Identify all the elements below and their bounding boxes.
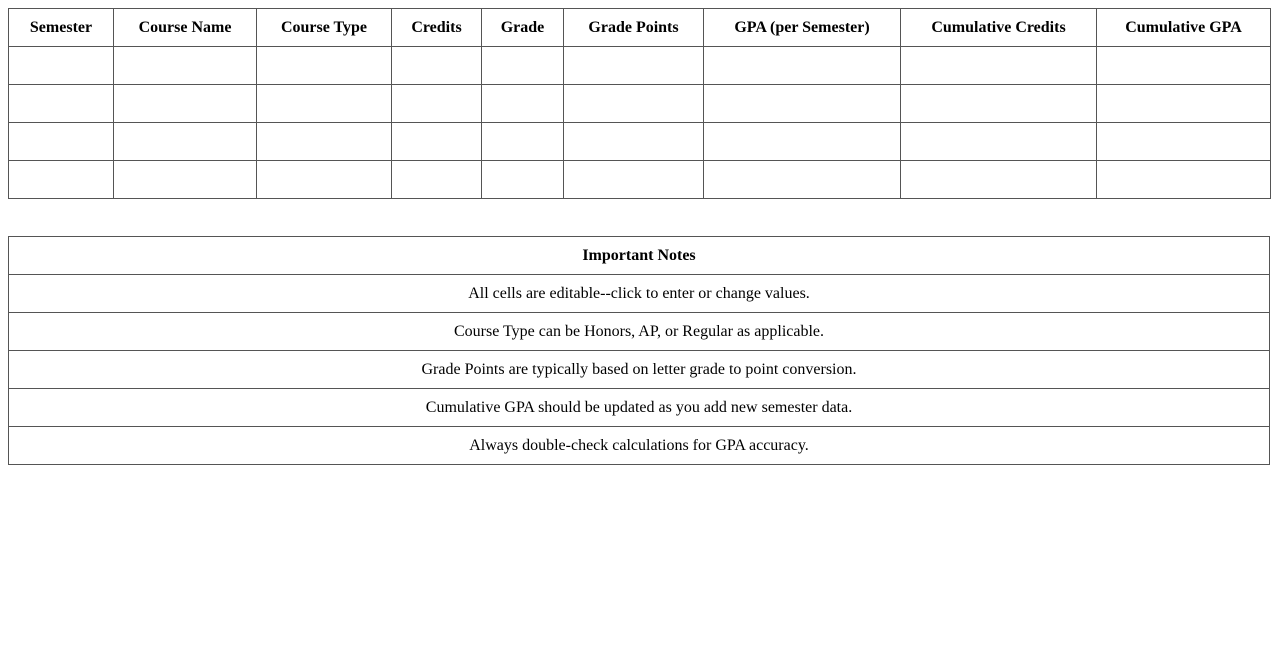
course-name-cell[interactable]	[114, 47, 257, 85]
credits-cell[interactable]	[392, 161, 482, 199]
semester-cell[interactable]	[9, 123, 114, 161]
grade-points-cell[interactable]	[564, 123, 704, 161]
credits-cell[interactable]	[392, 123, 482, 161]
column-header-cumulative-gpa: Cumulative GPA	[1097, 9, 1271, 47]
column-header-cumulative-credits: Cumulative Credits	[901, 9, 1097, 47]
note-item[interactable]: Grade Points are typically based on letter grade to point conversion.	[9, 351, 1270, 389]
column-header-gpa-per-semester: GPA (per Semester)	[704, 9, 901, 47]
cumulative-credits-cell[interactable]	[901, 161, 1097, 199]
table-row	[9, 47, 1271, 85]
column-header-credits: Credits	[392, 9, 482, 47]
note-row	[9, 389, 1270, 427]
note-item[interactable]: All cells are editable--click to enter or change values.	[9, 275, 1270, 313]
course-name-cell[interactable]	[114, 123, 257, 161]
grade-points-cell[interactable]	[564, 47, 704, 85]
course-name-cell[interactable]	[114, 85, 257, 123]
course-name-cell[interactable]	[114, 161, 257, 199]
grade-cell[interactable]	[482, 123, 564, 161]
note-item[interactable]: Always double-check calculations for GPA accuracy.	[9, 427, 1270, 465]
grade-points-cell[interactable]	[564, 85, 704, 123]
grade-points-cell[interactable]	[564, 161, 704, 199]
gpa-per-semester-cell[interactable]	[704, 47, 901, 85]
gpa-per-semester-cell[interactable]	[704, 161, 901, 199]
note-row	[9, 275, 1270, 313]
column-header-course-name: Course Name	[114, 9, 257, 47]
cumulative-gpa-cell[interactable]	[1097, 85, 1271, 123]
gpa-per-semester-cell[interactable]	[704, 123, 901, 161]
course-type-cell[interactable]	[257, 85, 392, 123]
gpa-table-header-row	[9, 9, 1271, 47]
note-row	[9, 351, 1270, 389]
table-row	[9, 123, 1271, 161]
cumulative-gpa-cell[interactable]	[1097, 47, 1271, 85]
note-row	[9, 427, 1270, 465]
note-item[interactable]: Course Type can be Honors, AP, or Regular as applicable.	[9, 313, 1270, 351]
grade-cell[interactable]	[482, 85, 564, 123]
semester-cell[interactable]	[9, 161, 114, 199]
grade-cell[interactable]	[482, 47, 564, 85]
column-header-grade-points: Grade Points	[564, 9, 704, 47]
course-type-cell[interactable]	[257, 47, 392, 85]
notes-table	[8, 236, 1270, 465]
semester-cell[interactable]	[9, 85, 114, 123]
notes-title: Important Notes	[9, 237, 1270, 275]
column-header-course-type: Course Type	[257, 9, 392, 47]
gpa-table	[8, 8, 1271, 199]
semester-cell[interactable]	[9, 47, 114, 85]
column-header-grade: Grade	[482, 9, 564, 47]
notes-header-row	[9, 237, 1270, 275]
cumulative-credits-cell[interactable]	[901, 47, 1097, 85]
credits-cell[interactable]	[392, 85, 482, 123]
table-row	[9, 85, 1271, 123]
course-type-cell[interactable]	[257, 123, 392, 161]
note-item[interactable]: Cumulative GPA should be updated as you add new semester data.	[9, 389, 1270, 427]
table-row	[9, 161, 1271, 199]
cumulative-gpa-cell[interactable]	[1097, 123, 1271, 161]
credits-cell[interactable]	[392, 47, 482, 85]
cumulative-credits-cell[interactable]	[901, 123, 1097, 161]
note-row	[9, 313, 1270, 351]
gpa-per-semester-cell[interactable]	[704, 85, 901, 123]
cumulative-credits-cell[interactable]	[901, 85, 1097, 123]
column-header-semester: Semester	[9, 9, 114, 47]
cumulative-gpa-cell[interactable]	[1097, 161, 1271, 199]
course-type-cell[interactable]	[257, 161, 392, 199]
grade-cell[interactable]	[482, 161, 564, 199]
